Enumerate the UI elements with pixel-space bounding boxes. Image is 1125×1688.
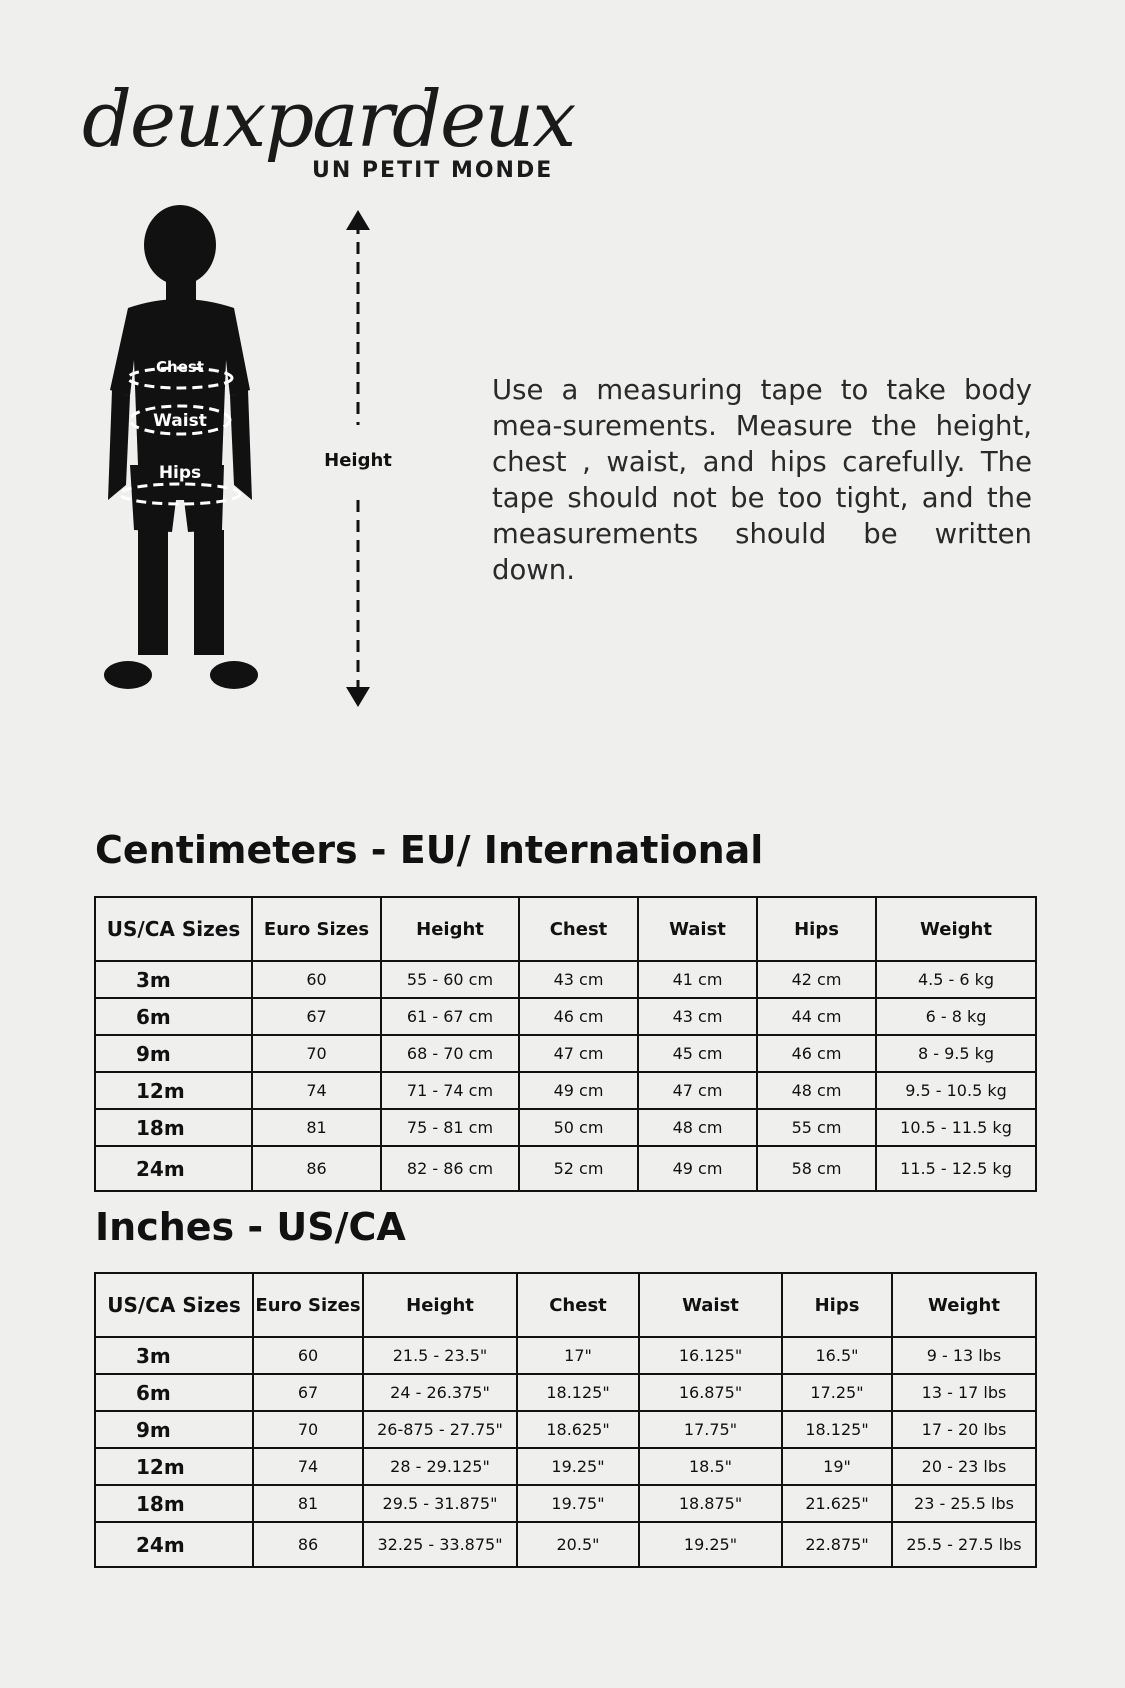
table-cell: 49 cm bbox=[519, 1072, 638, 1109]
table-cell: 67 bbox=[252, 998, 381, 1035]
table-cell: 86 bbox=[252, 1146, 381, 1191]
column-header: Chest bbox=[519, 897, 638, 961]
table-cell: 75 - 81 cm bbox=[381, 1109, 519, 1146]
table-cell: 19.25" bbox=[517, 1448, 639, 1485]
table-cell: 47 cm bbox=[638, 1072, 757, 1109]
table-cell: 9.5 - 10.5 kg bbox=[876, 1072, 1036, 1109]
table-row bbox=[95, 961, 1036, 998]
table-cell: 24 - 26.375" bbox=[363, 1374, 517, 1411]
size-cell: 18m bbox=[95, 1109, 252, 1146]
column-header: Waist bbox=[638, 897, 757, 961]
table-cell: 18.625" bbox=[517, 1411, 639, 1448]
table-cell: 18.875" bbox=[639, 1485, 782, 1522]
brand-logo bbox=[82, 70, 602, 190]
size-cell: 18m bbox=[95, 1485, 253, 1522]
column-header: Weight bbox=[876, 897, 1036, 961]
size-cell: 24m bbox=[95, 1522, 253, 1567]
table-cell: 29.5 - 31.875" bbox=[363, 1485, 517, 1522]
table-cell: 19" bbox=[782, 1448, 892, 1485]
waist-label: Waist bbox=[153, 411, 207, 431]
table-cell: 10.5 - 11.5 kg bbox=[876, 1109, 1036, 1146]
table-cell: 74 bbox=[252, 1072, 381, 1109]
table-cell: 16.5" bbox=[782, 1337, 892, 1374]
arrow-up-icon bbox=[346, 210, 370, 230]
size-cell: 9m bbox=[95, 1411, 253, 1448]
size-cell: 9m bbox=[95, 1035, 252, 1072]
table-row bbox=[95, 1146, 1036, 1191]
table-row bbox=[95, 1337, 1036, 1374]
table-cell: 74 bbox=[253, 1448, 363, 1485]
child-silhouette bbox=[104, 205, 258, 689]
imperial-section-title: Inches - US/CA bbox=[95, 1205, 406, 1249]
height-label: Height bbox=[324, 450, 392, 471]
table-cell: 23 - 25.5 lbs bbox=[892, 1485, 1036, 1522]
table-cell: 19.75" bbox=[517, 1485, 639, 1522]
table-cell: 47 cm bbox=[519, 1035, 638, 1072]
table-row bbox=[95, 1411, 1036, 1448]
table-cell: 20 - 23 lbs bbox=[892, 1448, 1036, 1485]
hips-label: Hips bbox=[158, 463, 202, 483]
table-cell: 55 cm bbox=[757, 1109, 876, 1146]
chest-label: Chest bbox=[156, 358, 204, 376]
table-cell: 26-875 - 27.75" bbox=[363, 1411, 517, 1448]
table-row bbox=[95, 1109, 1036, 1146]
table-cell: 20.5" bbox=[517, 1522, 639, 1567]
column-header: Waist bbox=[639, 1273, 782, 1337]
table-cell: 48 cm bbox=[757, 1072, 876, 1109]
table-row bbox=[95, 1035, 1036, 1072]
size-cell: 6m bbox=[95, 1374, 253, 1411]
table-row bbox=[95, 1485, 1036, 1522]
measurement-figure bbox=[88, 200, 408, 720]
table-header-row bbox=[95, 897, 1036, 961]
table-cell: 17.75" bbox=[639, 1411, 782, 1448]
table-cell: 81 bbox=[253, 1485, 363, 1522]
table-row bbox=[95, 998, 1036, 1035]
size-cell: 3m bbox=[95, 961, 252, 998]
table-cell: 50 cm bbox=[519, 1109, 638, 1146]
table-cell: 49 cm bbox=[638, 1146, 757, 1191]
size-cell: 24m bbox=[95, 1146, 252, 1191]
table-cell: 28 - 29.125" bbox=[363, 1448, 517, 1485]
table-cell: 43 cm bbox=[519, 961, 638, 998]
table-cell: 11.5 - 12.5 kg bbox=[876, 1146, 1036, 1191]
table-cell: 17" bbox=[517, 1337, 639, 1374]
table-cell: 52 cm bbox=[519, 1146, 638, 1191]
column-header: Height bbox=[381, 897, 519, 961]
table-cell: 18.125" bbox=[517, 1374, 639, 1411]
table-cell: 19.25" bbox=[639, 1522, 782, 1567]
size-cell: 3m bbox=[95, 1337, 253, 1374]
table-cell: 13 - 17 lbs bbox=[892, 1374, 1036, 1411]
table-cell: 61 - 67 cm bbox=[381, 998, 519, 1035]
table-cell: 32.25 - 33.875" bbox=[363, 1522, 517, 1567]
brand-name: deuxpardeux bbox=[82, 75, 575, 165]
column-header: US/CA Sizes bbox=[95, 897, 252, 961]
table-cell: 8 - 9.5 kg bbox=[876, 1035, 1036, 1072]
table-cell: 46 cm bbox=[757, 1035, 876, 1072]
column-header: Weight bbox=[892, 1273, 1036, 1337]
imperial-size-table bbox=[94, 1272, 1037, 1568]
table-cell: 86 bbox=[253, 1522, 363, 1567]
table-row bbox=[95, 1072, 1036, 1109]
table-cell: 55 - 60 cm bbox=[381, 961, 519, 998]
table-row bbox=[95, 1374, 1036, 1411]
metric-section-title: Centimeters - EU/ International bbox=[95, 828, 764, 872]
table-cell: 22.875" bbox=[782, 1522, 892, 1567]
arrow-down-icon bbox=[346, 687, 370, 707]
column-header: Euro Sizes bbox=[253, 1273, 363, 1337]
size-cell: 12m bbox=[95, 1072, 252, 1109]
column-header: Height bbox=[363, 1273, 517, 1337]
table-cell: 42 cm bbox=[757, 961, 876, 998]
table-cell: 21.5 - 23.5" bbox=[363, 1337, 517, 1374]
table-cell: 17.25" bbox=[782, 1374, 892, 1411]
table-header-row bbox=[95, 1273, 1036, 1337]
table-cell: 43 cm bbox=[638, 998, 757, 1035]
table-cell: 16.125" bbox=[639, 1337, 782, 1374]
table-cell: 70 bbox=[252, 1035, 381, 1072]
column-header: US/CA Sizes bbox=[95, 1273, 253, 1337]
table-cell: 17 - 20 lbs bbox=[892, 1411, 1036, 1448]
table-cell: 60 bbox=[252, 961, 381, 998]
size-cell: 12m bbox=[95, 1448, 253, 1485]
table-cell: 21.625" bbox=[782, 1485, 892, 1522]
table-cell: 46 cm bbox=[519, 998, 638, 1035]
table-cell: 70 bbox=[253, 1411, 363, 1448]
table-cell: 45 cm bbox=[638, 1035, 757, 1072]
table-cell: 48 cm bbox=[638, 1109, 757, 1146]
table-cell: 82 - 86 cm bbox=[381, 1146, 519, 1191]
column-header: Chest bbox=[517, 1273, 639, 1337]
column-header: Hips bbox=[782, 1273, 892, 1337]
table-cell: 4.5 - 6 kg bbox=[876, 961, 1036, 998]
table-cell: 18.125" bbox=[782, 1411, 892, 1448]
brand-tagline: UN PETIT MONDE bbox=[312, 158, 554, 183]
table-cell: 60 bbox=[253, 1337, 363, 1374]
table-cell: 6 - 8 kg bbox=[876, 998, 1036, 1035]
table-cell: 41 cm bbox=[638, 961, 757, 998]
table-cell: 68 - 70 cm bbox=[381, 1035, 519, 1072]
table-cell: 81 bbox=[252, 1109, 381, 1146]
table-cell: 9 - 13 lbs bbox=[892, 1337, 1036, 1374]
table-row bbox=[95, 1448, 1036, 1485]
measurement-instructions: Use a measuring tape to take body mea-surements. Measure the height, chest , waist, and hips carefully. The tape should not be too tight, and the measurements should be written down. bbox=[492, 374, 1032, 586]
table-cell: 18.5" bbox=[639, 1448, 782, 1485]
table-cell: 71 - 74 cm bbox=[381, 1072, 519, 1109]
table-row bbox=[95, 1522, 1036, 1567]
size-cell: 6m bbox=[95, 998, 252, 1035]
column-header: Euro Sizes bbox=[252, 897, 381, 961]
table-cell: 67 bbox=[253, 1374, 363, 1411]
column-header: Hips bbox=[757, 897, 876, 961]
metric-size-table bbox=[94, 896, 1037, 1192]
table-cell: 16.875" bbox=[639, 1374, 782, 1411]
table-cell: 25.5 - 27.5 lbs bbox=[892, 1522, 1036, 1567]
table-cell: 44 cm bbox=[757, 998, 876, 1035]
table-cell: 58 cm bbox=[757, 1146, 876, 1191]
